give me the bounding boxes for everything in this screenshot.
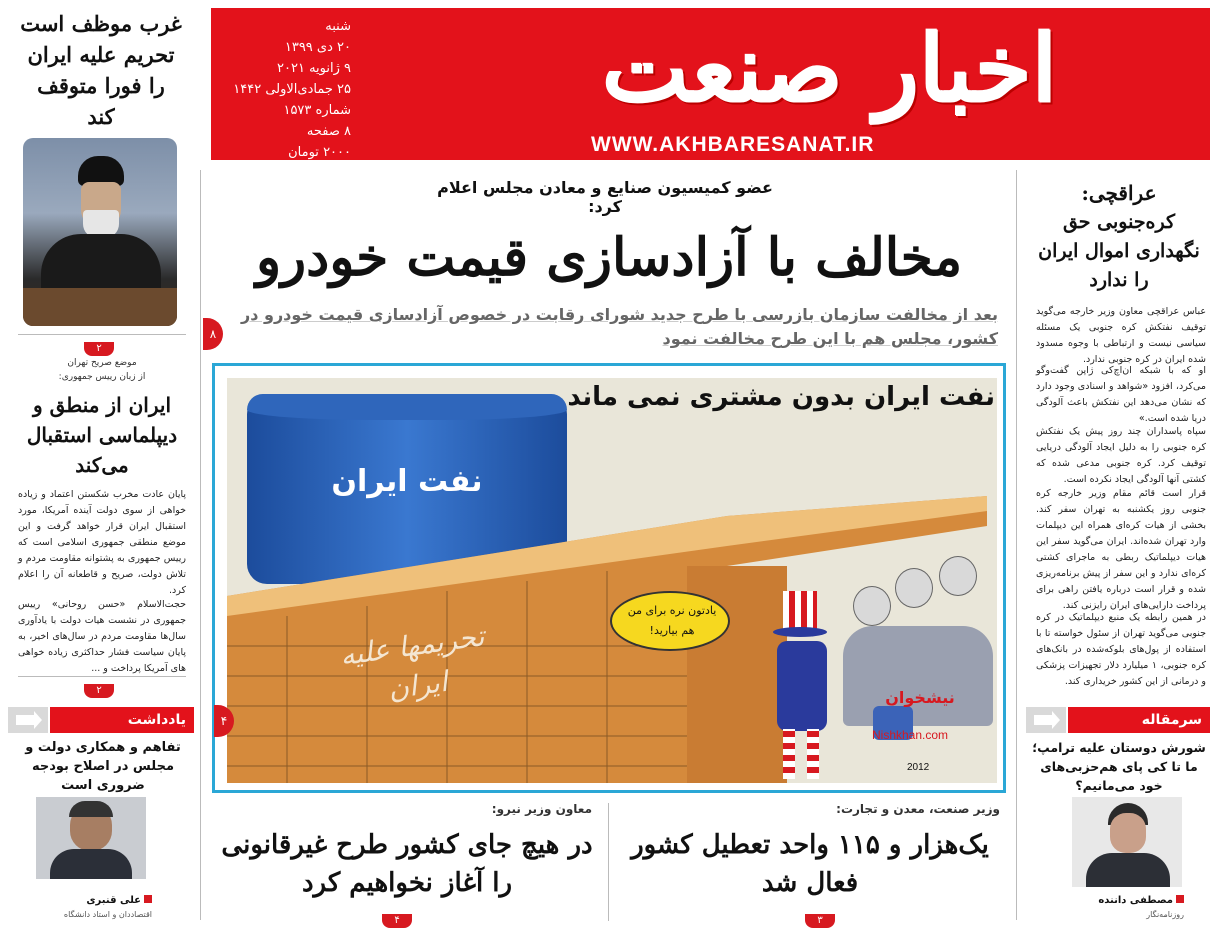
section-arrow-icon	[8, 707, 48, 733]
main-headline[interactable]: مخالف با آزادسازی قیمت خودرو	[255, 227, 963, 288]
issue-date-hijri: ۲۵ جمادی‌الاولی ۱۴۴۲	[233, 82, 351, 97]
barrel-label: نفت ایران	[331, 464, 483, 499]
story-a-kicker: وزیر صنعت، معدن و تجارت:	[836, 802, 1000, 816]
editorial-headline[interactable]: شورش دوستان علیه ترامپ؛ ما تا کی پای هم‌حزبی‌های خود می‌مانیم؟	[1032, 740, 1206, 793]
divider	[18, 334, 186, 335]
note-headline[interactable]: تفاهم و همکاری دولت و مجلس در اصلاح بودجه ضروری است	[25, 740, 181, 793]
author-photo	[36, 797, 146, 879]
uncle-sam-figure	[755, 591, 845, 781]
page-badge[interactable]: ۲	[84, 342, 114, 356]
left-story2-kicker2: از زبان رییس جمهوری:	[58, 372, 146, 382]
issue-date-shamsi: ۲۰ دی ۱۳۹۹	[284, 40, 351, 55]
right-body5: در همین رابطه یک منبع دیپلماتیک در کره جنوبی می‌گوید تهران از سئول خواسته تا با استفاده از پول‌های بلوکه‌شده در بانک‌های کره جنوبی، ۱ میلیارد دلار تجهیزات پزشکی و درمانی از این کشور خریداری کند.	[1036, 612, 1206, 687]
page-ref-cartoon[interactable]: ۴	[214, 705, 234, 737]
cartoon-frame	[212, 363, 1006, 793]
divider	[18, 676, 186, 677]
cartoon-signature: 2012	[907, 762, 930, 773]
issue-number: شماره ۱۵۷۳	[283, 103, 351, 118]
left-story2-body1: پایان عادت مخرب شکستن اعتماد و زیاده خواهی از سوی دولت آینده آمریکا، مورد استقبال ایران قرار خواهد گرفت و این موضع منطقی جمهوری اسلامی است که رییس جمهوری به پشتوانه مقاومت مردم و تلاش دولت، صریح و قاطعانه آن را اعلام کرد.	[18, 489, 186, 596]
right-body1: عباس عراقچی معاون وزیر خارجه می‌گوید توقیف نفتکش کره جنوبی یک مسئله سیاسی نیست و ارتباطی با وجوه مسدود شده ایران در کره جنوبی ندارد.	[1036, 306, 1206, 365]
main-kicker: عضو کمیسیون صنایع و معادن مجلس اعلام کرد:	[437, 178, 773, 216]
buyers-crowd	[843, 556, 993, 746]
story-b-headline[interactable]: در هیچ جای کشور طرح غیرقانونی را آغاز نخواهیم کرد	[221, 830, 593, 898]
page-ref-main[interactable]: ۸	[203, 318, 223, 350]
speech-bubble	[610, 591, 730, 651]
website-url[interactable]: WWW.AKHBARESANAT.IR	[591, 133, 875, 156]
section-label-note: یادداشت	[50, 707, 194, 733]
left-story2-headline[interactable]: ایران از منطق و دیپلماسی استقبال می‌کند	[26, 393, 178, 477]
wall-label: تحریمها علیه ایران	[338, 619, 487, 706]
issue-day: شنبه	[325, 19, 351, 34]
editorial-author-title: روزنامه‌نگار	[1146, 910, 1184, 919]
cartoon-title: نفت ایران بدون مشتری نمی ماند	[567, 382, 995, 412]
left-story2-kicker1: موضع صریح تهران	[67, 358, 137, 368]
story-b-kicker: معاون وزیر نیرو:	[491, 802, 592, 816]
section-label-editorial: سرمقاله	[1068, 707, 1210, 733]
author-name: علی قنبری	[30, 895, 152, 906]
editorial-author-name: مصطفی داننده	[1060, 895, 1184, 906]
author-title: اقتصاددان و استاد دانشگاه	[63, 910, 152, 919]
editorial-author-photo	[1072, 797, 1182, 887]
masthead	[211, 8, 1210, 160]
page-badge[interactable]: ۲	[84, 684, 114, 698]
right-body3: سپاه پاسداران چند روز پیش یک نفتکش کره جنوبی را به دلیل ایجاد آلودگی دریایی توقیف کرد. کره جنوبی مدعی شده که کشتی آنها آلودگی ایجاد نکرده است.	[1036, 426, 1206, 485]
cartoon-site[interactable]: Nishkhan.com	[871, 728, 949, 742]
newspaper-logo[interactable]: اخبار صنعت	[602, 15, 1058, 123]
page-badge[interactable]: ۳	[805, 914, 835, 928]
issue-price: ۲۰۰۰ تومان	[288, 145, 351, 160]
right-body2: او که با شبکه ان‌اچ‌کی ژاپن گفت‌وگو می‌کرد، افزود «شواهد و اسنادی وجود دارد که نشان می‌دهد این نفتکش باعث آلودگی دریا شده است.»	[1036, 365, 1206, 424]
issue-info	[221, 16, 351, 163]
right-kicker: عراقچی:	[1081, 181, 1157, 205]
page-badge[interactable]: ۴	[382, 914, 412, 928]
issue-date-gregorian: ۹ ژانویه ۲۰۲۱	[277, 61, 351, 76]
speech-text: یادتون نره برای من هم بیارید!	[627, 604, 717, 637]
right-body4: قرار است قائم مقام وزیر خارجه کره جنوبی روز یکشنبه به تهران سفر کند. بخشی از هیات کره‌ای همراه این دیپلمات وارد تهران شده‌اند. ایران می‌گوید سفر این هیات دیپلماتیک ربطی به ماجرای کشتی کره‌ای ندارد و این سفر از پیش برنامه‌ریزی شده و قرار است درباره یافتن راهی برای پرداخت دارایی‌های ایران رایزنی کند.	[1036, 488, 1206, 611]
left-story2-body2: حجت‌الاسلام «حسن روحانی» رییس جمهوری در نشست هیات دولت با یادآوری سال‌ها مقاومت مردم در سال‌های اخیر، به پایان سیاست فشار حداکثری زیاده خواهی های آمریکا پرداخت و ...	[18, 599, 186, 674]
cartoon-brand: نیشخوان	[885, 688, 955, 707]
section-arrow-icon	[1026, 707, 1066, 733]
issue-pages: ۸ صفحه	[306, 124, 351, 139]
left-top-headline[interactable]: غرب موظف است تحریم علیه ایران را فورا متوقف کند	[20, 11, 182, 129]
leader-photo	[23, 138, 177, 326]
story-a-headline[interactable]: یک‌هزار و ۱۱۵ واحد تعطیل کشور فعال شد	[631, 830, 989, 898]
main-subhead: بعد از مخالفت سازمان بازرسی با طرح جدید شورای رقابت در خصوص آزادسازی قیمت خودرو در کشور، مجلس هم با این طرح مخالفت نمود	[241, 305, 998, 348]
right-headline[interactable]: کره‌جنوبی حق نگهداری اموال ایران را ندارد	[1038, 211, 1200, 291]
